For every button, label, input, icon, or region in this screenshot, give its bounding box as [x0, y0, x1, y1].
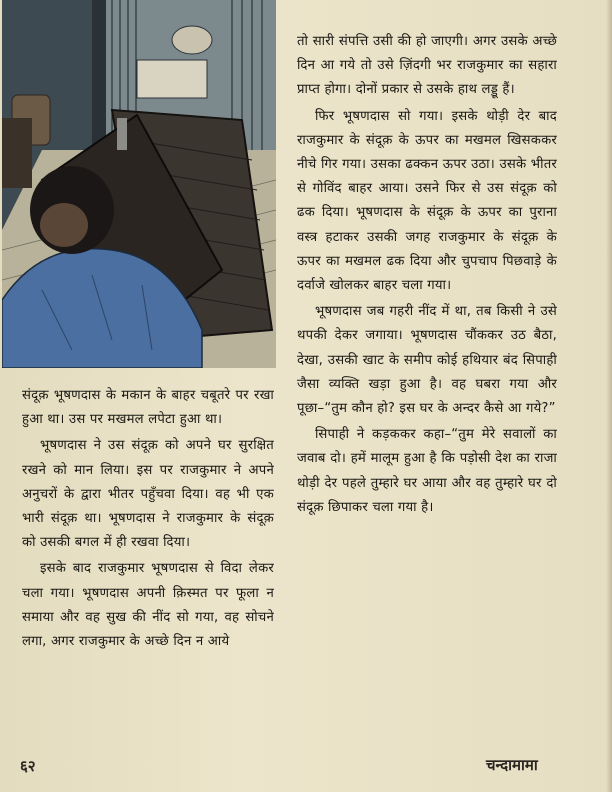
paragraph: इसके बाद राजकुमार भूषणदास से विदा लेकर चला गया। भूषणदास अपनी क़िस्मत पर फूला न समाया और वह सुख की नींद सो गया, वह सोचने लगा, अगर राजकुमार के अच्छे दिन न आये: [22, 561, 274, 650]
magazine-title: चन्दामामा: [486, 756, 538, 774]
sleeping-figure: [172, 26, 212, 54]
left-text-column: [22, 384, 274, 654]
paragraph: भूषणदास जब गहरी नींद में था, तब किसी ने उसे थपकी देकर जगाया। भूषणदास चौंककर उठ बैठा, देखा, उसकी खाट के समीप कोई हथियार बंद सिपाही जैसा व्यक्ति खड़ा हुआ है। वह घबरा गया और पूछा–“तुम कौन हो? इस घर के अन्दर कैसे आ गये?”: [297, 304, 557, 417]
right-text-column: [297, 30, 557, 520]
story-illustration: [2, 0, 276, 368]
side-table: [2, 118, 32, 188]
paragraph: फिर भूषणदास सो गया। इसके थोड़ी देर बाद राजकुमार के संदूक़ के ऊपर का मखमल खिसककर नीचे गिर गया। उसका ढक्कन ऊपर उठा। उसके भीतर से गोविंद बाहर आया। उसने फिर से उस संदूक़ को ढक दिया। भूषणदास के संदूक़ के ऊपर का पुराना वस्त्र हटाकर उसकी जगह राजकुमार के संदूक़ के ऊपर का मखमल ढक दिया और चुपचाप पिछवाड़े के दर्वाजे खोलकर बाहर चला गया।: [297, 108, 557, 294]
man-face: [40, 203, 88, 247]
page-number: ६२: [20, 757, 36, 775]
paragraph: भूषणदास ने उस संदूक़ को अपने घर सुरक्षित रखने को मान लिया। इस पर राजकुमार ने अपने अनुचरों के द्वारा भीतर पहुँचवा दिया। वह भी एक भारी संदूक़ था। भूषणदास ने राजकुमार के संदूक़ को उसकी बगल में ही रखवा दिया।: [22, 438, 274, 551]
paragraph: संदूक़ भूषणदास के मकान के बाहर चबूतरे पर रखा हुआ था। उस पर मखमल लपेटा हुआ था।: [22, 388, 274, 428]
paragraph: सिपाही ने कड़ककर कहा–“तुम मेरे सवालों का जवाब दो। हमें मालूम हुआ है कि पड़ोसी देश का राजा थोड़ी देर पहले तुम्हारे घर आया और वह तुम्हारे घर दो संदूक़ छिपाकर चला गया है।: [297, 427, 557, 515]
small-statue: [117, 118, 127, 150]
background-bed: [137, 60, 207, 98]
paragraph: तो सारी संपत्ति उसी की हो जाएगी। अगर उसके अच्छे दिन आ गये तो उसे ज़िंदगी भर राजकुमार का सहारा प्राप्त होगा। दोनों प्रकार से उसके हाथ लड्डू हैं।: [297, 34, 557, 98]
page-edge-shadow: [606, 0, 612, 792]
illustration-svg: [2, 0, 276, 368]
